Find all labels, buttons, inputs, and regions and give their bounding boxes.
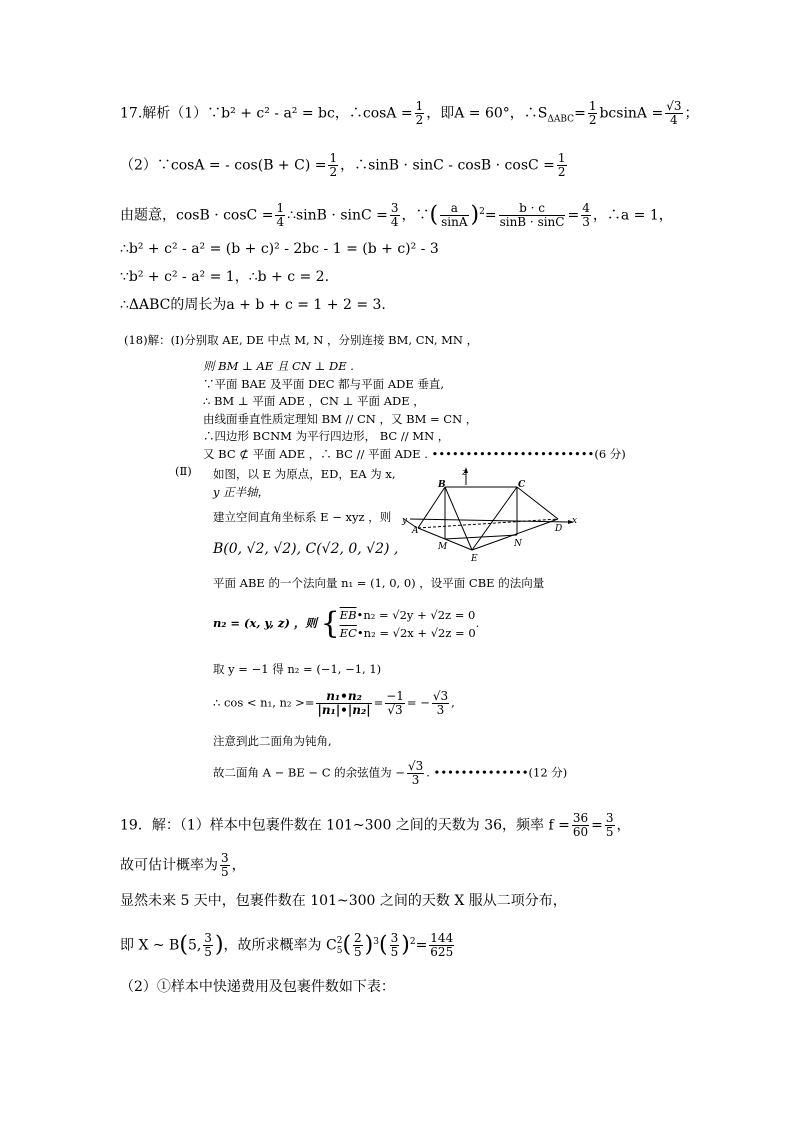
equation-system: $\overline{EB}•n_2 = √2y + √2z = 0$ $\overline{EC}•n_2 = √2x + √2z = 0$ — [339, 608, 476, 640]
label-B: B — [438, 480, 446, 490]
q17-line-4: ∴b² + c² - a² = (b + c)² - 2bc - 1 = (b + c)² - 3 — [120, 241, 439, 257]
label-C: C — [518, 480, 526, 490]
q18-line-17 — [213, 760, 567, 787]
fraction: $\frac{1}{2}$ — [415, 99, 424, 127]
fraction: $\frac{1}{2}$ — [329, 151, 338, 179]
geometry-figure — [400, 465, 585, 565]
label-E: E — [471, 554, 478, 564]
edge-mn — [445, 535, 517, 539]
q18-line-10: 建立空间直角坐标系 E − xyz ，则 — [213, 510, 392, 524]
q17-text: ，∴sinB · sinC - cosB · cosC = — [340, 157, 555, 174]
fraction: $\frac{a}{\sin A}$ — [441, 201, 468, 229]
label-z: z — [462, 468, 467, 478]
fraction: $\frac{√3}{3}$ — [432, 689, 449, 717]
q18-line-14: 取 y = −1 得 n₂ = (−1, −1, 1) — [213, 662, 382, 676]
edge-cd — [517, 487, 558, 519]
q17-text: bcsinA = — [599, 105, 664, 122]
q19-text: 故可估计概率为 — [120, 857, 218, 874]
fraction: $\frac{√3}{4}$ — [666, 99, 682, 127]
fraction: $\frac{b \cdot c}{\sin B \cdot \sin C}$ — [499, 201, 565, 229]
q19-line-2: 故可估计概率为 $\frac{3}{5}$ ， — [120, 851, 246, 879]
q18-text: 故二面角 A − BE − C 的余弦值为 − — [213, 765, 405, 780]
q17-text: ； — [684, 105, 699, 122]
q18-part2-label: (Ⅱ) — [175, 464, 192, 478]
q17-text: （2）∵cosA = - cos(B + C) = — [120, 157, 327, 174]
fraction: $\frac{3}{5}$ — [221, 851, 229, 879]
q18-line-1: (18)解：(Ⅰ)分别取 AE, DE 中点 M, N ，分别连接 BM, CN, MN ， — [124, 333, 479, 347]
q18-line-11: B(0, √2, √2), C(√2, 0, √2) , — [213, 541, 399, 557]
q17-line-6: ∴ΔABC的周长为a + b + c = 1 + 2 = 3. — [120, 297, 386, 313]
q17-line-5: ∵b² + c² - a² = 1，∴b + c = 2. — [120, 269, 330, 285]
q18-line-6: ∴四边形 BCNM 为平行四边形， BC // MN ， — [203, 429, 450, 443]
label-x: x — [572, 516, 578, 526]
q19-line-4: 即 X ~ B(5, $\frac{3}{5}$ )，故所求概率为 C 2 5 ( $\frac{2}{5}$ )$^3$( $\frac{3}{5}$ )$^2$= $\frac{144}{625}$ — [120, 931, 454, 959]
subscript: ΔABC — [547, 114, 575, 125]
q18-line-15: ∴ cos < n₁, n₂ >= $\frac{\text{n₁•n₂}}{\text{|n₁|•|n₂|}}$ = $\frac{-1}{√3}$ = − $\frac{√3}{3}$ , — [213, 689, 455, 717]
q18-text: ∴ cos < n₁, n₂ >= — [213, 695, 315, 710]
fraction: $\frac{3}{5}$ — [390, 931, 399, 959]
score-mark: ••••••••••••••••••••••••(6 分) — [431, 447, 626, 461]
fraction: $\frac{3}{5}$ — [204, 931, 212, 959]
fraction: $\frac{3}{4}$ — [390, 201, 399, 229]
q19-text: 即 X ~ B — [120, 937, 180, 954]
q18-line-9: y 正半轴， — [213, 485, 270, 499]
q17-line-3: 由题意，cosB · cosC = $\frac{1}{4}$ ∴sinB · sinC = $\frac{3}{4}$ ，∵( $\frac{a}{\sin A}$ )$^2$= $\frac{b \cdot c}{\sin B \cdot \sin C}$ = $\frac{4}{3}$ ，∴a = 1， — [120, 201, 673, 229]
q18-line-8: 如图，以 E 为原点，ED，EA 为 x, — [213, 467, 396, 481]
label-N: N — [514, 539, 522, 549]
q17-text: ∴sinB · sinC = — [287, 207, 388, 224]
q17-text: ，∴a = 1， — [592, 207, 673, 224]
fraction: $\frac{1}{2}$ — [588, 99, 597, 127]
q19-line-5: （2）①样本中快递费用及包裹件数如下表： — [120, 979, 395, 995]
label-D: D — [555, 524, 563, 534]
q18-line-7 — [203, 445, 626, 463]
fraction: $\frac{3}{5}$ — [605, 811, 614, 839]
fraction: $\frac{4}{3}$ — [582, 201, 590, 229]
q18-line-12: 平面 ABE 的一个法向量 n₁ = (1, 0, 0) ，设平面 CBE 的法向量 — [213, 576, 545, 590]
fraction: $\frac{144}{625}$ — [430, 931, 454, 959]
fraction: $\frac{-1}{√3}$ — [386, 689, 404, 717]
q18-text: n₂ = (x, y, z) ，则 — [213, 616, 317, 630]
q17-text: = — [567, 207, 580, 224]
q18-line-5: 由线面垂直性质定理知 BM // CN ，又 BM = CN ， — [203, 412, 478, 426]
fraction: $\frac{\text{n₁•n₂}}{\text{|n₁|•|n₂|}}$ — [317, 689, 371, 717]
q18-line-4: ∴ BM ⊥ 平面 ADE ，CN ⊥ 平面 ADE ， — [203, 394, 425, 408]
fraction: $\frac{1}{2}$ — [557, 151, 566, 179]
q19-text: 19．解：（1）样本中包裹件数在 101~300 之间的天数为 36，频率 f = — [120, 817, 570, 834]
edge-ba — [418, 487, 445, 528]
q18-line-3: ∵平面 BAE 及平面 DEC 都与平面 ADE 垂直, — [203, 377, 445, 391]
q18-line-2: 则 BM ⊥ AE 且 CN ⊥ DE . — [203, 359, 354, 373]
fraction: $\frac{√3}{3}$ — [407, 759, 424, 787]
fraction: $\frac{36}{60}$ — [572, 811, 589, 839]
label-M: M — [438, 542, 448, 552]
q17-text: ，∵ — [401, 207, 430, 224]
q17-text: = — [484, 207, 497, 224]
fraction: $\frac{1}{4}$ — [276, 201, 285, 229]
q19-line-3: 显然未来 5 天中，包裹件数在 101~300 之间的天数 X 服从二项分布， — [120, 893, 567, 909]
q17-eq: ∵b² + c² - a² = bc，∴cosA = — [207, 105, 413, 122]
q19-line-1: 19．解：（1）样本中包裹件数在 101~300 之间的天数为 36，频率 f = $\frac{36}{60}$ = $\frac{3}{5}$ ， — [120, 811, 631, 839]
q17-text: ，即A = 60°，∴S — [426, 105, 548, 122]
label-y: y — [402, 516, 408, 526]
q17-text: = — [574, 105, 586, 122]
q17-label: 17.解析（1） — [120, 105, 208, 122]
q17-line-2 — [120, 152, 569, 179]
q17-line-1 — [120, 100, 699, 128]
score-mark: . ••••••••••••••(12 分) — [426, 765, 568, 780]
label-A: A — [412, 526, 419, 536]
q18-line-13: n₂ = (x, y, z) ，则 { $\overline{EB}•n_2 = √2y + √2z = 0$ $\overline{EC}•n_2 = √2x + √2z = 0$ . — [213, 606, 480, 641]
q18-text: 又 BC ⊄ 平面 ADE ，∴ BC // 平面 ADE . — [203, 447, 428, 461]
q18-line-16: 注意到此二面角为钝角, — [213, 734, 332, 748]
edge-ce — [472, 487, 517, 550]
q17-text: 由题意，cosB · cosC = — [120, 207, 274, 224]
fraction: $\frac{2}{5}$ — [354, 931, 362, 959]
